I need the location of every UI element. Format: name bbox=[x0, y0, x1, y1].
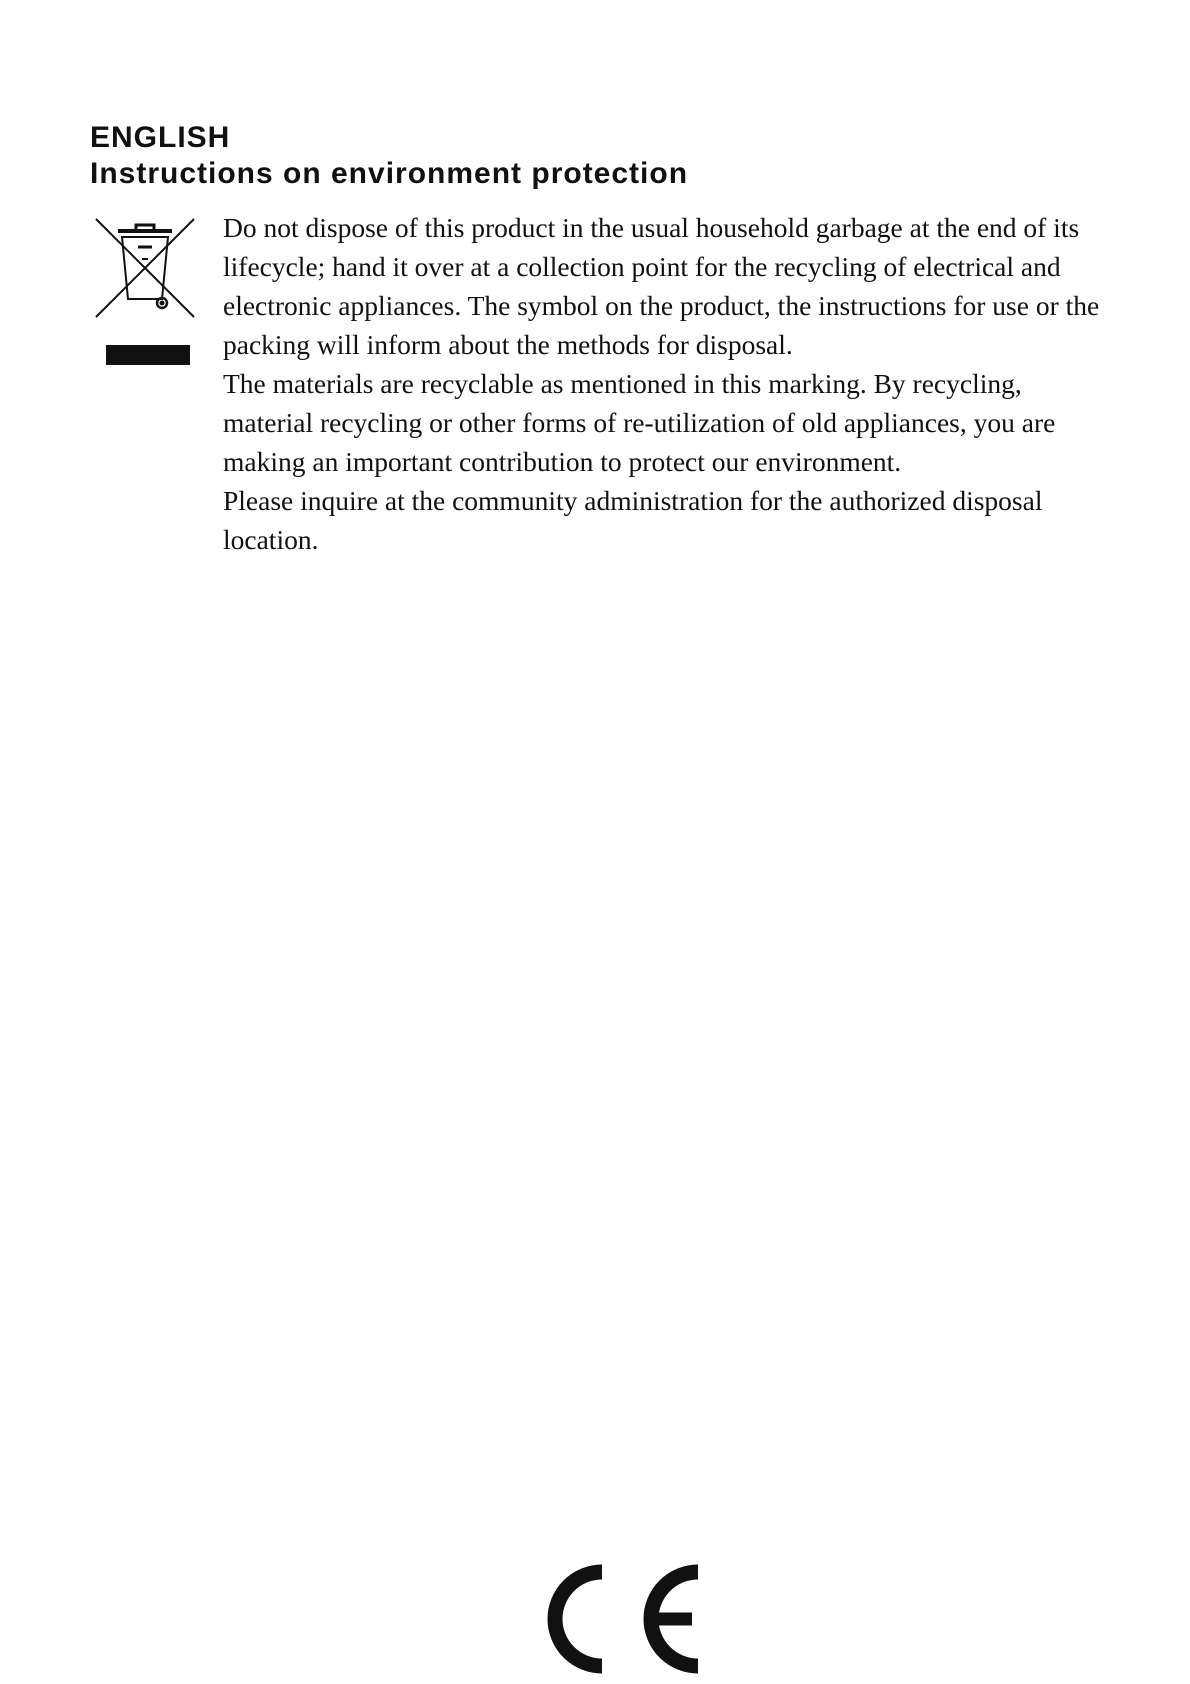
page-heading bbox=[90, 120, 688, 192]
crossed-out-wheelie-bin-icon bbox=[90, 215, 200, 375]
language-heading: ENGLISH bbox=[90, 121, 231, 154]
body-text bbox=[223, 208, 1103, 559]
paragraph-recycling: The materials are recyclable as mentioned in this marking. By recycling, material recycling or other forms of re-utilization of old appliances, you are making an important contribution to protect our environment. bbox=[223, 368, 1056, 477]
paragraph-inquire: Please inquire at the community administration for the authorized disposal location. bbox=[223, 485, 1043, 555]
paragraph-disposal: Do not dispose of this product in the usual household garbage at the end of its lifecycle; hand it over at a collection point for the recycling of electrical and electronic appliances. The symbol on the product, the instructions for use or the packing will inform about the methods for disposal. bbox=[223, 212, 1100, 360]
page-title: Instructions on environment protection bbox=[90, 157, 689, 190]
ce-mark-icon bbox=[540, 1560, 705, 1678]
